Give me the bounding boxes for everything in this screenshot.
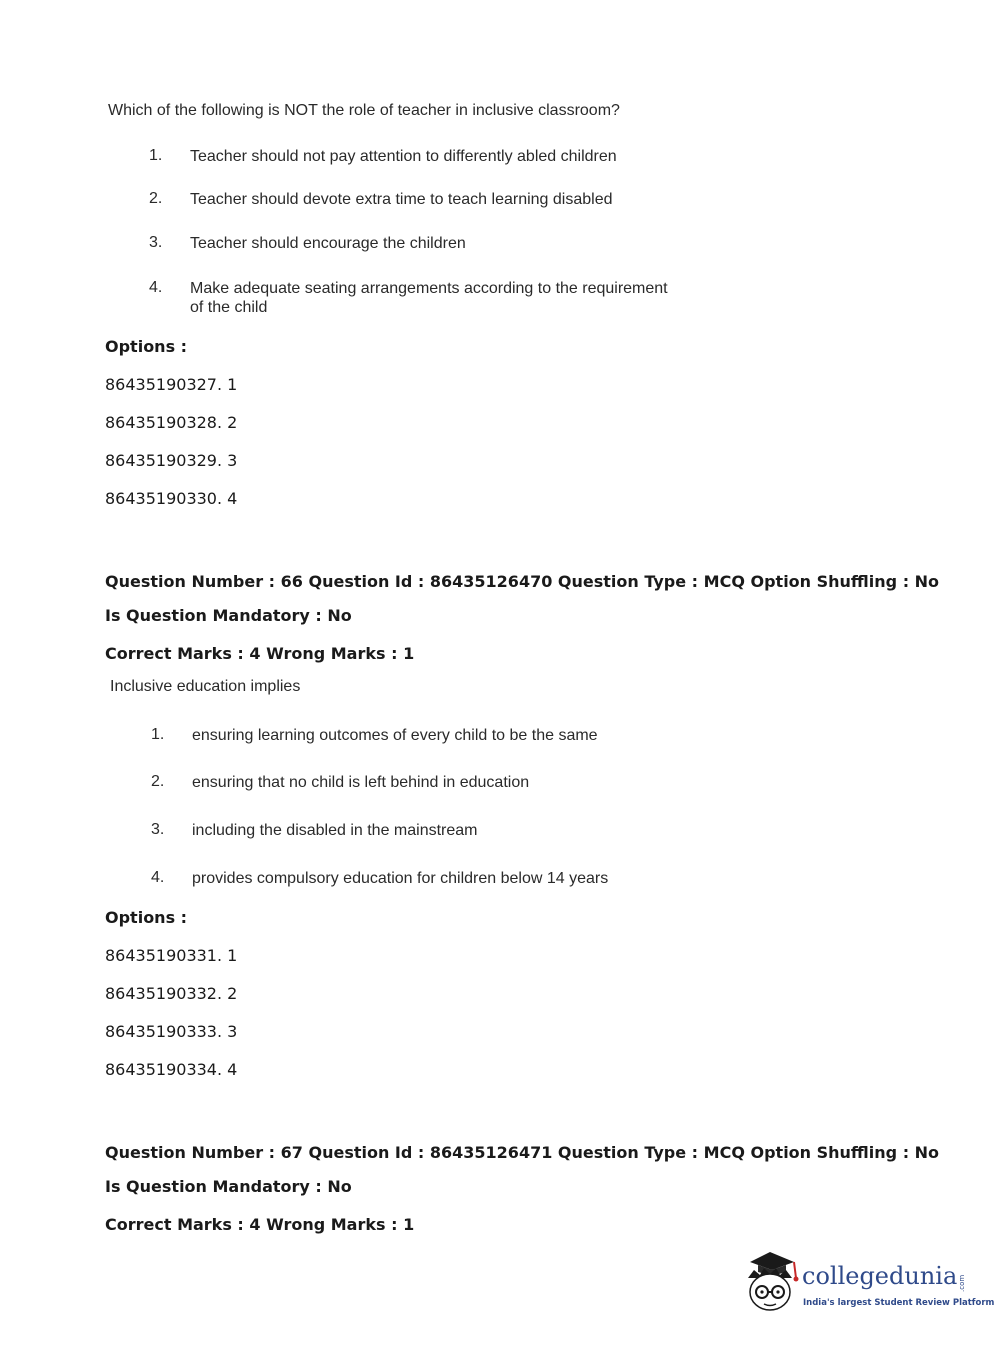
- item-number: 4.: [149, 279, 163, 296]
- item-text: including the disabled in the mainstream: [192, 822, 478, 839]
- item-number: 4.: [151, 869, 165, 886]
- item-number: 1.: [149, 147, 163, 164]
- question-text: Which of the following is NOT the role of teacher in inclusive classroom?: [108, 102, 620, 119]
- item-text: ensuring learning outcomes of every child to be the same: [192, 727, 598, 744]
- option-row: 86435190328. 2: [105, 413, 238, 432]
- item-text: Teacher should devote extra time to teach learning disabled: [190, 191, 613, 208]
- logo-tagline: India's largest Student Review Platform: [803, 1298, 995, 1308]
- item-number: 2.: [151, 773, 165, 790]
- option-row: 86435190330. 4: [105, 489, 238, 508]
- question-text: Inclusive education implies: [110, 678, 301, 695]
- option-row: 86435190332. 2: [105, 984, 238, 1003]
- question-marks: Correct Marks : 4 Wrong Marks : 1: [105, 644, 415, 663]
- question-header: Question Number : 66 Question Id : 86435126470 Question Type : MCQ Option Shuffling : No: [105, 572, 940, 591]
- option-row: 86435190333. 3: [105, 1022, 238, 1041]
- item-text: ensuring that no child is left behind in education: [192, 774, 530, 791]
- item-text: Teacher should not pay attention to differently abled children: [190, 148, 617, 165]
- item-text-continued: of the child: [190, 299, 268, 316]
- question-marks: Correct Marks : 4 Wrong Marks : 1: [105, 1215, 415, 1234]
- logo-wordmark: collegedunia: [802, 1262, 958, 1290]
- item-text: Teacher should encourage the children: [190, 235, 466, 252]
- option-row: 86435190331. 1: [105, 946, 238, 965]
- logo-suffix: .com: [958, 1274, 966, 1292]
- question-header: Question Number : 67 Question Id : 86435126471 Question Type : MCQ Option Shuffling : No: [105, 1143, 940, 1162]
- mascot-icon: [740, 1248, 802, 1314]
- question-mandatory: Is Question Mandatory : No: [105, 1177, 352, 1196]
- option-row: 86435190327. 1: [105, 375, 238, 394]
- item-number: 1.: [151, 726, 165, 743]
- option-row: 86435190334. 4: [105, 1060, 238, 1079]
- item-text: Make adequate seating arrangements according to the requirement: [190, 280, 668, 297]
- question-mandatory: Is Question Mandatory : No: [105, 606, 352, 625]
- item-number: 2.: [149, 190, 163, 207]
- option-row: 86435190329. 3: [105, 451, 238, 470]
- item-number: 3.: [149, 234, 163, 251]
- item-text: provides compulsory education for children below 14 years: [192, 870, 609, 887]
- collegedunia-logo: [740, 1248, 995, 1314]
- item-number: 3.: [151, 821, 165, 838]
- options-label: Options :: [105, 908, 188, 927]
- options-label: Options :: [105, 337, 188, 356]
